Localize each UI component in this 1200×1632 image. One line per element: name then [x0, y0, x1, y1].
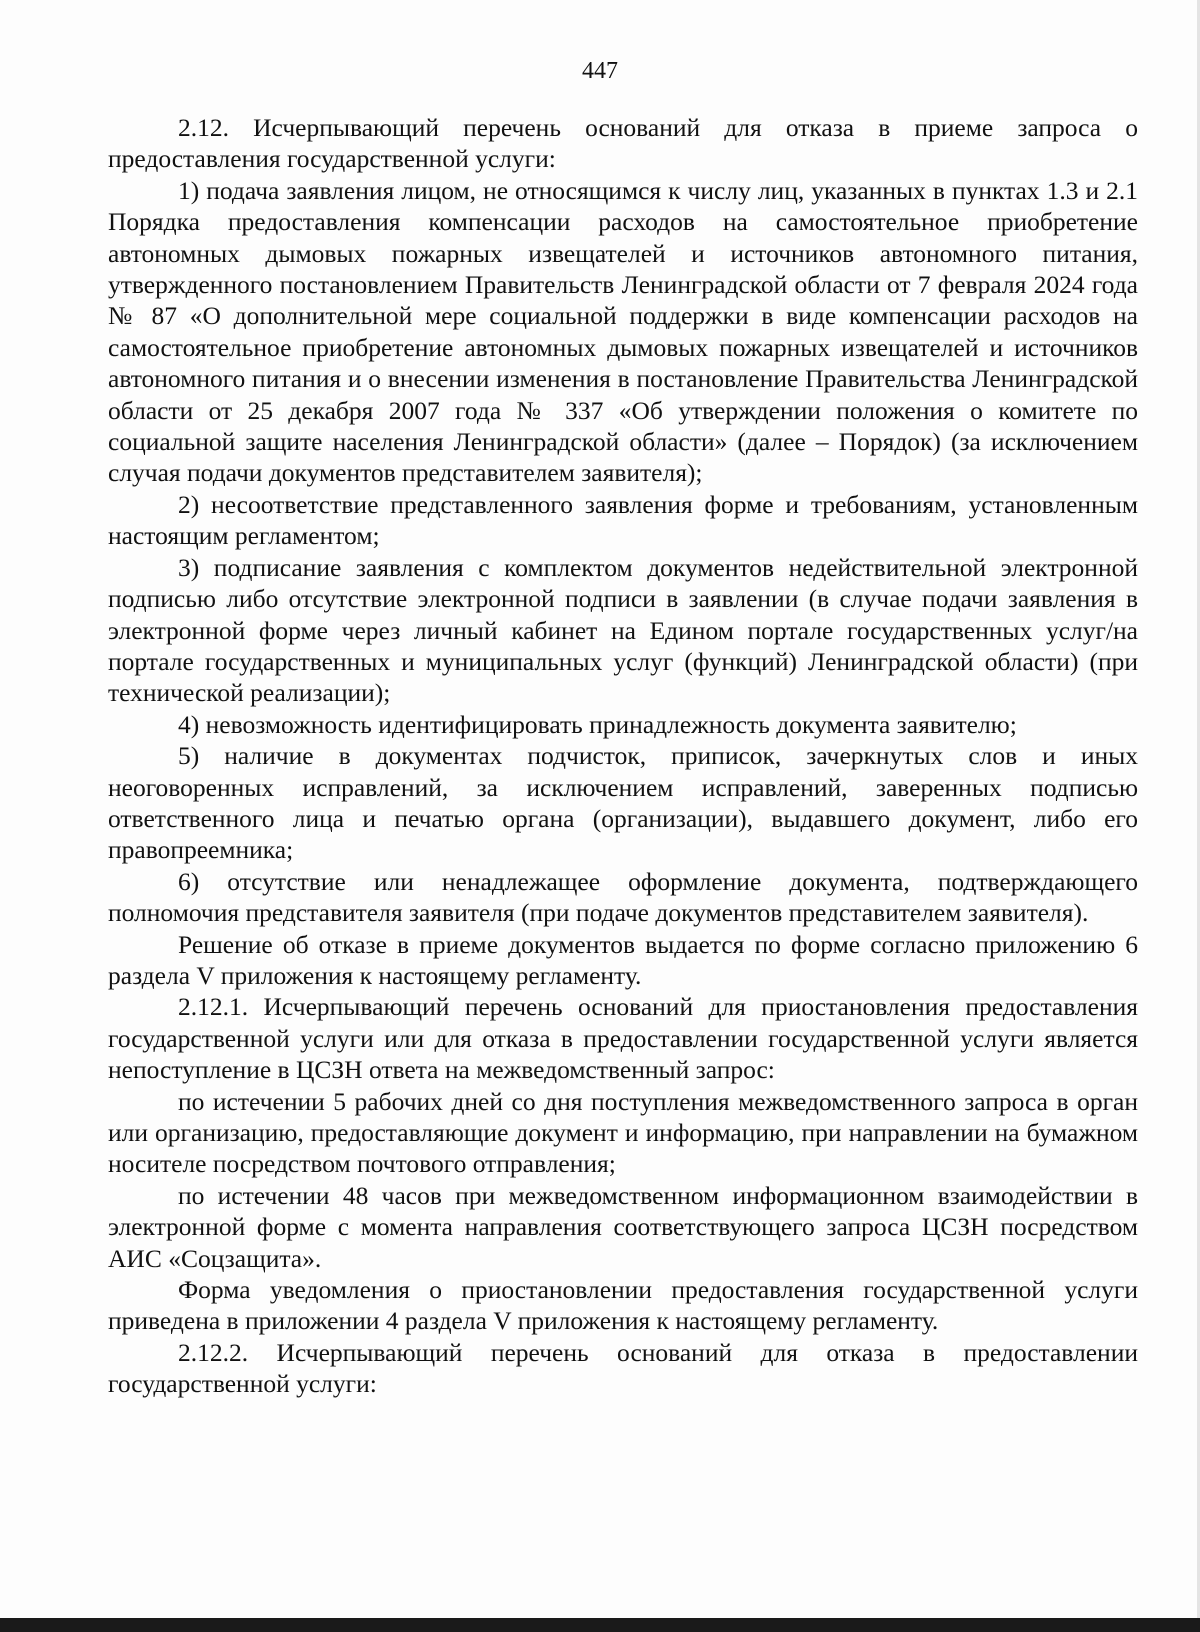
paragraph-2-12-2: 2.12.2. Исчерпывающий перечень оснований для отказа в предоставлении государственной услуги:: [108, 1337, 1138, 1399]
paragraph-item-6: 6) отсутствие или ненадлежащее оформление документа, подтверждающего полномочия представителя заявителя (при подаче документов представителем заявителя).: [108, 866, 1138, 928]
scan-bottom-border: [0, 1618, 1200, 1632]
paragraph-2-12-1: 2.12.1. Исчерпывающий перечень оснований для приостановления предоставления государственной услуги или для отказа в предоставлении государственной услуги является непоступление в ЦСЗН ответа на межведомственный запрос:: [108, 992, 1138, 1085]
page-number: 447: [582, 58, 618, 84]
paragraph-item-1: 1) подача заявления лицом, не относящимся к числу лиц, указанных в пунктах 1.3 и 2.1 Порядка предоставления компенсации расходов на самостоятельное приобретение автономных дымовых пожарных извещателей и источников автономного питания, утвержденного постановлением Правительств Ленинградской области от 7 февраля 2024 года № 87 «О дополнительной мере социальной поддержки в виде компенсации расходов на самостоятельное приобретение автономных дымовых пожарных извещателей и источников автономного питания и о внесении изменения в постановление Правительства Ленинградской области от 25 декабря 2007 года № 337 «Об утверждении положения о комитете по социальной защите населения Ленинградской области» (далее – Порядок) (за исключением случая подачи документов представителем заявителя);: [108, 175, 1138, 488]
paragraph-item-2: 2) несоответствие представленного заявления форме и требованиям, установленным настоящим регламентом;: [108, 489, 1138, 551]
paragraph-item-3: 3) подписание заявления с комплектом документов недействительной электронной подписью либо отсутствие электронной подписи в заявлении (в случае подачи заявления в электронной форме через личный кабинет на Едином портале государственных услуг/на портале государственных и муниципальных услуг (функций) Ленинградской области) (при технической реализации);: [108, 552, 1138, 708]
paragraph-48-hours: по истечении 48 часов при межведомственном информационном взаимодействии в электронной форме с момента направления соответствующего запроса ЦСЗН посредством АИС «Соцзащита».: [108, 1180, 1138, 1273]
document-body: [108, 112, 1138, 1400]
paragraph-item-4: 4) невозможность идентифицировать принадлежность документа заявителю;: [178, 709, 1017, 739]
paragraph-notice-form: Форма уведомления о приостановлении предоставления государственной услуги приведена в приложении 4 раздела V приложения к настоящему регламенту.: [108, 1275, 1138, 1336]
paragraph-decision: Решение об отказе в приеме документов выдается по форме согласно приложению 6 раздела V приложения к настоящему регламенту.: [108, 929, 1138, 990]
paragraph-2-12: 2.12. Исчерпывающий перечень оснований для отказа в приеме запроса о предоставления государственной услуги:: [108, 113, 1138, 174]
paragraph-5-days: по истечении 5 рабочих дней со дня поступления межведомственного запроса в орган или организацию, предоставляющие документ и информацию, при направлении на бумажном носителе посредством почтового отправления;: [108, 1086, 1138, 1179]
paragraph-item-5: 5) наличие в документах подчисток, приписок, зачеркнутых слов и иных неоговоренных исправлений, за исключением исправлений, заверенных подписью ответственного лица и печатью органа (организации), выдавшего документ, либо его правопреемника;: [108, 741, 1138, 865]
